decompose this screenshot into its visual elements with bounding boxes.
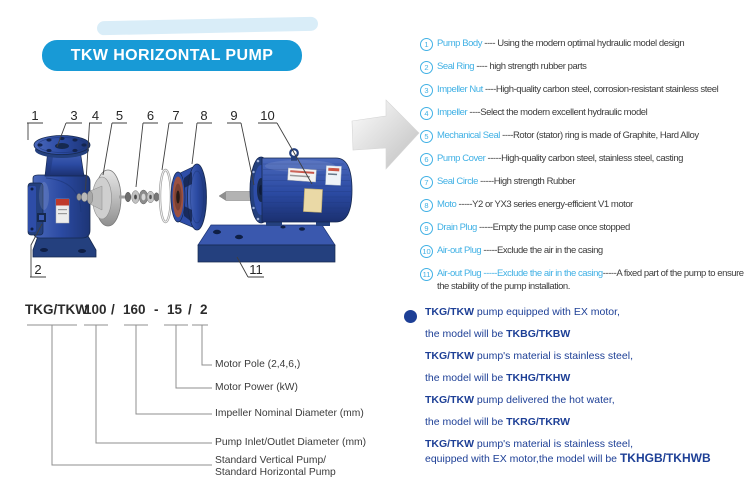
part-description: -----Exclude the air in the casing	[481, 245, 603, 256]
callout-number: 6	[146, 108, 155, 123]
note-line: the model will be TKHG/TKHW	[425, 372, 571, 384]
model-code-power: 15	[167, 302, 183, 317]
note-line: TKG/TKW pump equipped with EX motor,	[425, 306, 620, 318]
base-plate-illustration	[198, 225, 335, 262]
part-description: -----A fixed part of the pump to ensure the stability of the pump installation.	[437, 268, 744, 292]
part-description: ---- Using the modern optimal hydraulic model design	[482, 38, 685, 49]
parts-list-item	[420, 244, 754, 258]
shaft-stub-illustration	[119, 196, 125, 199]
label-standard-pump-1: Standard Vertical Pump/	[215, 455, 327, 466]
note-line: the model will be TKBG/TKBW	[425, 328, 571, 340]
label-motor-power: Motor Power (kW)	[215, 382, 298, 393]
parts-list-item	[420, 37, 754, 51]
seal-circle-illustration	[160, 170, 171, 222]
banner-accent-stripe	[97, 17, 318, 36]
note-line: TKG/TKW pump delivered the hot water,	[425, 394, 615, 406]
parts-list-item	[420, 221, 754, 235]
callout-number: 2	[34, 262, 42, 277]
part-name: Impeller Nut	[437, 84, 483, 95]
note-line: the model will be TKRG/TKRW	[425, 416, 571, 428]
label-inlet-outlet: Pump Inlet/Outlet Diameter (mm)	[215, 437, 367, 448]
motor-illustration	[219, 149, 352, 226]
part-name: Impeller	[437, 107, 468, 118]
part-name: Air-out Plug -----Exclude the air in the casing	[437, 268, 603, 279]
part-name: Pump Cover	[437, 153, 486, 164]
model-code-pole: 2	[200, 302, 208, 317]
part-number-badge: 3	[420, 84, 433, 97]
model-code-prefix: TKG/TKW	[25, 302, 88, 317]
part-number-badge: 8	[420, 199, 433, 212]
callout-number: 9	[230, 108, 238, 123]
parts-list-item	[420, 60, 754, 74]
parts-list-item	[420, 198, 754, 212]
part-description: -----High-quality carbon steel, stainless steel, casting	[485, 153, 684, 164]
part-description: ----Select the modern excellent hydraulic model	[467, 107, 648, 118]
parts-list	[420, 37, 754, 303]
part-description: ---- high strength rubber parts	[474, 61, 587, 72]
part-name: Moto	[437, 199, 457, 210]
part-name: Seal Circle	[437, 176, 478, 187]
parts-list-item	[420, 175, 754, 189]
part-number-badge: 7	[420, 176, 433, 189]
page-title-banner	[42, 40, 302, 71]
parts-list-item	[420, 106, 754, 120]
callout-number: 4	[91, 108, 100, 123]
label-motor-pole: Motor Pole (2,4,6,)	[215, 359, 301, 370]
callout-number: 11	[249, 262, 263, 277]
impeller-illustration	[87, 170, 121, 226]
part-number-badge: 6	[420, 153, 433, 166]
callout-number: 7	[172, 108, 180, 123]
impeller-nut-illustration	[77, 192, 88, 201]
part-name: Drain Plug	[437, 222, 477, 233]
model-code-inlet: 100	[84, 302, 107, 317]
part-description: -----Empty the pump case once stopped	[476, 222, 630, 233]
part-description: ----Rotor (stator) ring is made of Graphite, Hard Alloy	[499, 130, 699, 141]
note-line: TKG/TKW pump's material is stainless steel,	[425, 438, 633, 450]
parts-list-item	[420, 267, 754, 293]
part-description: -----Y2 or YX3 series energy-efficient V1 motor	[456, 199, 633, 210]
mechanical-seal-illustration	[125, 190, 159, 204]
part-name: Seal Ring	[437, 61, 475, 72]
label-standard-pump-2: Standard Horizontal Pump	[215, 467, 336, 478]
part-description: -----High strength Rubber	[477, 176, 576, 187]
part-name: Air-out Plug	[437, 245, 482, 256]
arrow-right-icon	[352, 100, 419, 169]
part-name: Pump Body	[437, 38, 483, 49]
part-number-badge: 11	[420, 268, 433, 281]
part-description: ----High-quality carbon steel, corrosion-resistant stainless steel	[482, 84, 719, 95]
model-code-slash: /	[188, 302, 192, 317]
callout-number: 10	[260, 108, 275, 123]
callout-number: 8	[200, 108, 208, 123]
bullet-icon	[404, 310, 417, 323]
model-variant-notes	[425, 306, 755, 474]
callout-number: 1	[31, 108, 39, 123]
parts-list-item	[420, 152, 754, 166]
parts-list-item	[420, 83, 754, 97]
model-code-impeller: 160	[123, 302, 146, 317]
part-number-badge: 5	[420, 130, 433, 143]
model-code-dash: -	[154, 302, 159, 317]
pump-cover-illustration	[171, 164, 207, 230]
part-number-badge: 10	[420, 245, 433, 258]
callout-number: 3	[70, 108, 78, 123]
page-title: TKW HORIZONTAL PUMP	[70, 46, 274, 64]
part-number-badge: 2	[420, 61, 433, 74]
part-name: Mechanical Seal	[437, 130, 500, 141]
part-number-badge: 1	[420, 38, 433, 51]
callout-number: 5	[115, 108, 124, 123]
note-line: TKG/TKW pump's material is stainless steel,	[425, 350, 633, 362]
part-number-badge: 4	[420, 107, 433, 120]
parts-list-item	[420, 129, 754, 143]
model-code-slash: /	[111, 302, 115, 317]
note-line: equipped with EX motor,the model will be TKHGB/TKHWB	[425, 451, 711, 465]
label-impeller-diameter: Impeller Nominal Diameter (mm)	[215, 408, 364, 419]
pump-exploded-diagram	[15, 95, 425, 295]
part-number-badge: 9	[420, 222, 433, 235]
